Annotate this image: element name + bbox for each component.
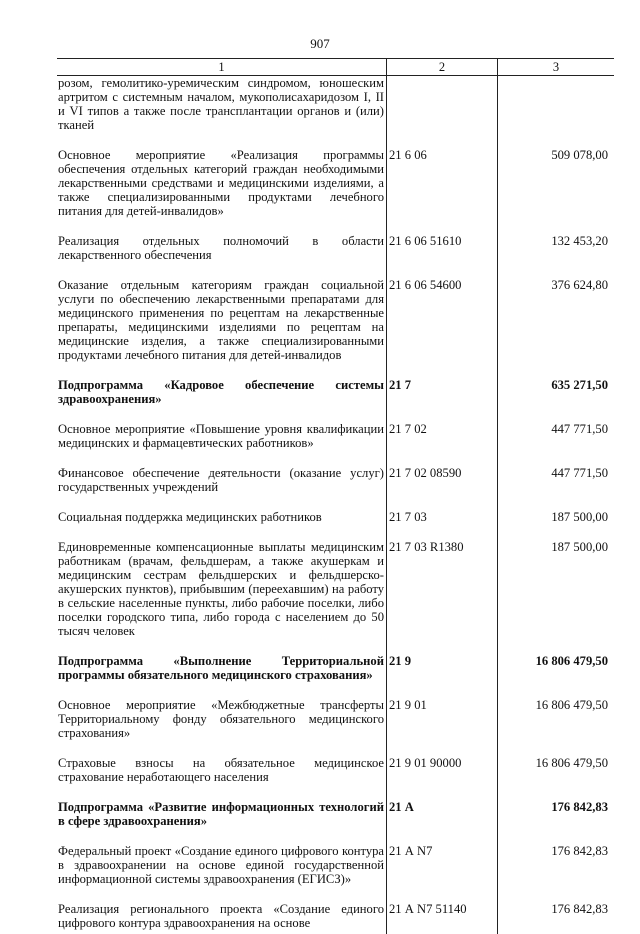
table-header-row — [57, 59, 614, 76]
row-code-cell: 21 7 02 — [387, 422, 498, 466]
row-name-cell: Основное мероприятие «Реализация программы обеспечения отдельных категорий граждан необходимыми лекарственными средствами и медицинскими изделиями, а также специализированными продуктами лечебного питания для детей-инвалидов» — [58, 148, 384, 218]
row-amount-cell: 187 500,00 — [498, 510, 615, 540]
table-row — [57, 540, 614, 654]
row-code-cell: 21 7 03 — [387, 510, 498, 540]
table-row — [57, 510, 614, 540]
row-name-cell: Социальная поддержка медицинских работников — [58, 510, 322, 524]
subprogram-row — [57, 800, 614, 844]
budget-table — [57, 58, 614, 934]
row-code-cell: 21 А — [387, 800, 498, 844]
row-name-cell: Единовременные компенсационные выплаты медицинским работникам (врачам, фельдшерам, а также акушеркам и медицинским сестрам фельдшерских и фельдшерско-акушерских пунктов), прибывшим (переехавшим) на работу в сельские населенные пункты, либо рабочие поселки, либо поселки городского типа, либо города с населением до 50 тысяч человек — [58, 540, 384, 638]
row-name-cell: розом, гемолитико-уремическим синдромом, юношеским артритом с системным началом, мукополисахаридозом I, II и VI типов а также после трансплантации органов и (или) тканей — [58, 76, 384, 132]
row-code-cell: 21 6 06 51610 — [387, 234, 498, 278]
row-name-cell: Подпрограмма «Кадровое обеспечение системы здравоохранения» — [58, 378, 384, 406]
table-row — [57, 756, 614, 800]
table-row — [57, 148, 614, 234]
column-header-1: 1 — [57, 59, 387, 76]
row-amount-cell: 176 842,83 — [498, 902, 615, 934]
table-row — [57, 698, 614, 756]
table-row — [57, 234, 614, 278]
row-code-cell: 21 7 — [387, 378, 498, 422]
row-amount-cell — [498, 76, 615, 149]
row-amount-cell: 635 271,50 — [498, 378, 615, 422]
row-name-cell: Федеральный проект «Создание единого цифрового контура в здравоохранении на основе единой государственной информационной системы здравоохранения (ЕГИСЗ)» — [58, 844, 384, 886]
row-name-cell: Страховые взносы на обязательное медицинское страхование неработающего населения — [58, 756, 384, 784]
row-code-cell: 21 7 03 R1380 — [387, 540, 498, 654]
row-name-cell: Реализация отдельных полномочий в области лекарственного обеспечения — [58, 234, 384, 262]
table-row — [57, 422, 614, 466]
row-amount-cell: 376 624,80 — [498, 278, 615, 378]
row-amount-cell: 176 842,83 — [498, 844, 615, 902]
row-amount-cell: 16 806 479,50 — [498, 698, 615, 756]
row-code-cell: 21 6 06 54600 — [387, 278, 498, 378]
row-amount-cell: 509 078,00 — [498, 148, 615, 234]
row-name-cell: Реализация регионального проекта «Создание единого цифрового контура здравоохранения на основе — [58, 902, 384, 930]
row-name-cell: Подпрограмма «Развитие информационных технологий в сфере здравоохранения» — [58, 800, 384, 828]
row-name-cell: Финансовое обеспечение деятельности (оказание услуг) государственных учреждений — [58, 466, 384, 494]
page-number: 907 — [310, 36, 330, 51]
row-name-cell: Оказание отдельным категориям граждан социальной услуги по обеспечению лекарственными препаратами для медицинского применения по рецептам на лекарственные препараты, медицинскими изделиями по рецептам на медицинские изделия, а также специализированными продуктами лечебного питания для детей-инвалидов — [58, 278, 384, 362]
subprogram-row — [57, 654, 614, 698]
row-code-cell: 21 А N7 — [387, 844, 498, 902]
row-amount-cell: 187 500,00 — [498, 540, 615, 654]
table-row — [57, 902, 614, 934]
row-name-cell: Основное мероприятие «Повышение уровня квалификации медицинских и фармацевтических работников» — [58, 422, 384, 450]
row-amount-cell: 447 771,50 — [498, 422, 615, 466]
row-code-cell — [387, 76, 498, 149]
table-row — [57, 278, 614, 378]
column-header-2: 2 — [387, 59, 498, 76]
table-row — [57, 466, 614, 510]
row-name-cell: Основное мероприятие «Межбюджетные трансферты Территориальному фонду обязательного медицинского страхования» — [58, 698, 384, 740]
row-name-cell: Подпрограмма «Выполнение Территориальной программы обязательного медицинского страхования» — [58, 654, 384, 682]
row-code-cell: 21 А N7 51140 — [387, 902, 498, 934]
row-amount-cell: 16 806 479,50 — [498, 756, 615, 800]
table-row — [57, 844, 614, 902]
row-code-cell: 21 9 01 90000 — [387, 756, 498, 800]
column-header-3: 3 — [498, 59, 615, 76]
row-amount-cell: 176 842,83 — [498, 800, 615, 844]
row-code-cell: 21 9 01 — [387, 698, 498, 756]
row-amount-cell: 16 806 479,50 — [498, 654, 615, 698]
row-amount-cell: 447 771,50 — [498, 466, 615, 510]
table-row — [57, 76, 614, 149]
row-code-cell: 21 7 02 08590 — [387, 466, 498, 510]
subprogram-row — [57, 378, 614, 422]
row-code-cell: 21 9 — [387, 654, 498, 698]
row-code-cell: 21 6 06 — [387, 148, 498, 234]
row-amount-cell: 132 453,20 — [498, 234, 615, 278]
